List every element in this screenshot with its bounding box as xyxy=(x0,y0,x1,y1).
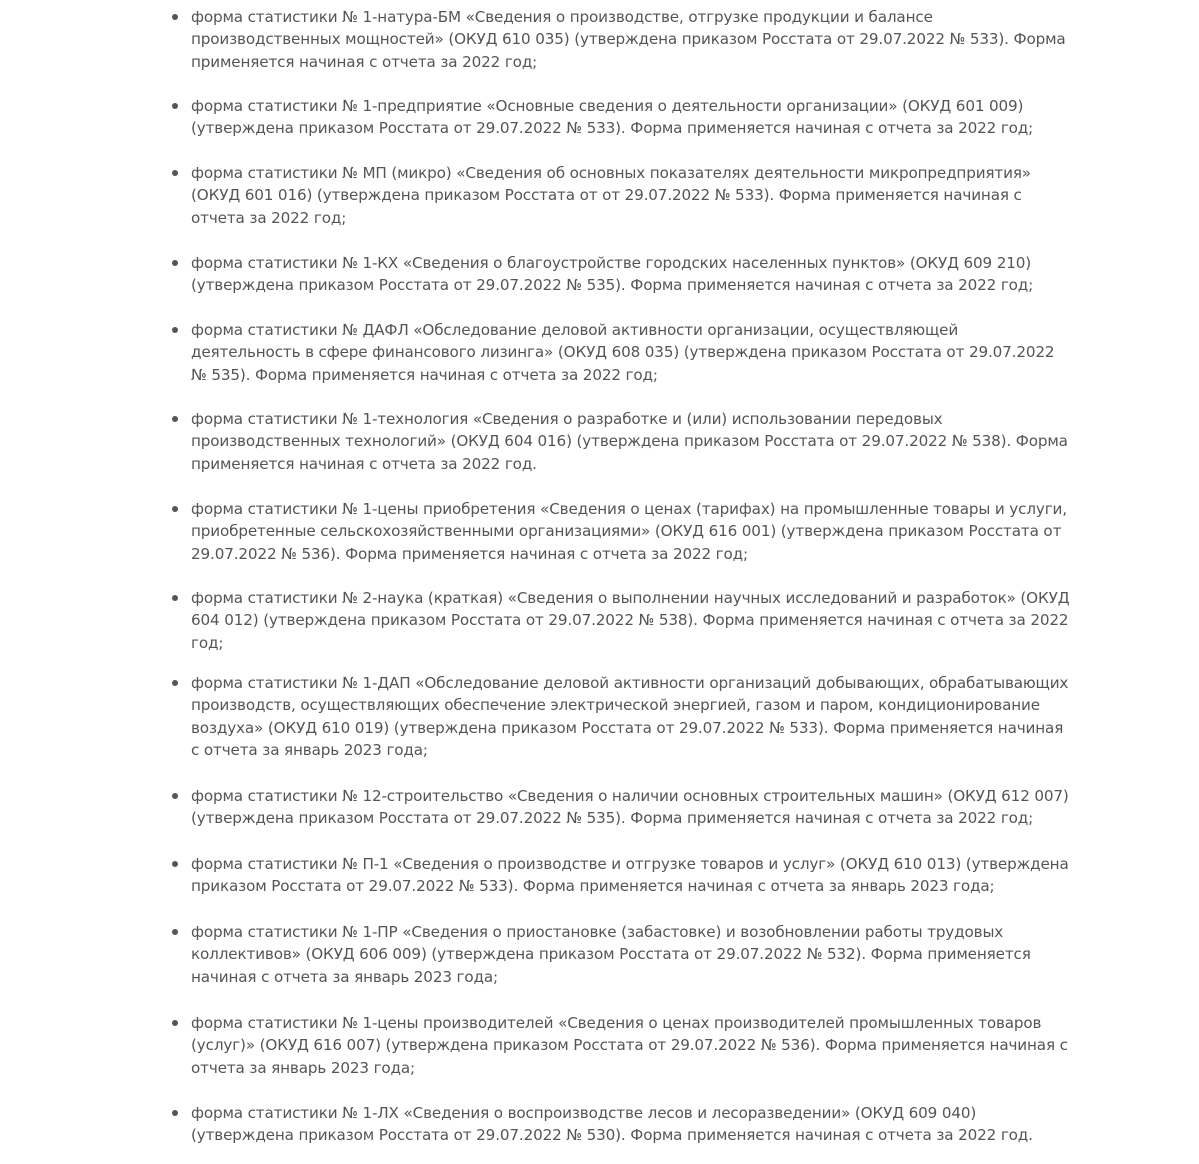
bullet-icon xyxy=(172,595,178,601)
list-item xyxy=(191,853,1071,898)
list-item-text: форма статистики № ДАФЛ «Обследование деловой активности организации, осуществляющей деятельность в сфере финансового лизинга» (ОКУД 608 035) (утверждена приказом Росстата от 29.07.2022 № 535). Форма применяется начиная с отчета за 2022 год; xyxy=(191,321,1055,384)
bullet-icon xyxy=(172,929,178,935)
list-item xyxy=(191,162,1071,229)
bullet-icon xyxy=(172,260,178,266)
bullet-icon xyxy=(172,170,178,176)
list-item xyxy=(191,95,1071,140)
bullet-icon xyxy=(172,327,178,333)
list-item-text: форма статистики № 1-цены производителей «Сведения о ценах производителей промышленных товаров (услуг)» (ОКУД 616 007) (утверждена приказом Росстата от 29.07.2022 № 536). Форма применяется начиная с отчета за январь 2023 года; xyxy=(191,1014,1068,1077)
bullet-icon xyxy=(172,680,178,686)
list-item-text: форма статистики № 1-ЛХ «Сведения о воспроизводстве лесов и лесоразведении» (ОКУД 609 040) (утверждена приказом Росстата от 29.07.2022 № 530). Форма применяется начиная с отчета за 2022 год. xyxy=(191,1104,1033,1145)
bullet-icon xyxy=(172,14,178,20)
bullet-icon xyxy=(172,1110,178,1116)
bullet-icon xyxy=(172,506,178,512)
list-item-text: форма статистики № МП (микро) «Сведения об основных показателях деятельности микропредприятия» (ОКУД 601 016) (утверждена приказом Росстата от от 29.07.2022 № 533). Форма применяется начиная с отчета за 2022 год; xyxy=(191,164,1031,227)
list-item xyxy=(191,252,1071,297)
bullet-icon xyxy=(172,861,178,867)
list-item-text: форма статистики № 2-наука (краткая) «Сведения о выполнении научных исследований и разработок» (ОКУД 604 012) (утверждена приказом Росстата от 29.07.2022 № 538). Форма применяется начиная с отчета за 2022 год; xyxy=(191,589,1070,652)
list-item xyxy=(191,319,1071,386)
list-item-text: форма статистики № 1-ПР «Сведения о приостановке (забастовке) и возобновлении работы трудовых коллективов» (ОКУД 606 009) (утверждена приказом Росстата от 29.07.2022 № 532). Форма применяется начиная с отчета за январь 2023 года; xyxy=(191,923,1031,986)
list-item-text: форма статистики № 1-натура-БМ «Сведения о производстве, отгрузке продукции и балансе производственных мощностей» (ОКУД 610 035) (утверждена приказом Росстата от 29.07.2022 № 533). Форма применяется начиная с отчета за 2022 год; xyxy=(191,8,1066,71)
list-item-text: форма статистики № 1-предприятие «Основные сведения о деятельности организации» (ОКУД 601 009) (утверждена приказом Росстата от 29.07.2022 № 533). Форма применяется начиная с отчета за 2022 год; xyxy=(191,97,1034,138)
list-item xyxy=(191,408,1071,475)
list-item-text: форма статистики № 1-КХ «Сведения о благоустройстве городских населенных пунктов» (ОКУД 609 210) (утверждена приказом Росстата от 29.07.2022 № 535). Форма применяется начиная с отчета за 2022 год; xyxy=(191,254,1034,295)
list-item xyxy=(191,785,1071,830)
bullet-icon xyxy=(172,793,178,799)
list-item xyxy=(191,6,1071,73)
list-item xyxy=(191,587,1071,654)
list-item xyxy=(191,921,1071,988)
list-item xyxy=(191,498,1071,565)
list-item-text: форма статистики № П-1 «Сведения о производстве и отгрузке товаров и услуг» (ОКУД 610 013) (утверждена приказом Росстата от 29.07.2022 № 533). Форма применяется начиная с отчета за январь 2023 года; xyxy=(191,855,1069,896)
list-item-text: форма статистики № 12-строительство «Сведения о наличии основных строительных машин» (ОКУД 612 007) (утверждена приказом Росстата от 29.07.2022 № 535). Форма применяется начиная с отчета за 2022 год; xyxy=(191,787,1069,828)
list-item xyxy=(191,1102,1071,1147)
list-item-text: форма статистики № 1-технология «Сведения о разработке и (или) использовании передовых производственных технологий» (ОКУД 604 016) (утверждена приказом Росстата от 29.07.2022 № 538). Форма применяется начиная с отчета за 2022 год. xyxy=(191,410,1068,473)
bullet-icon xyxy=(172,1020,178,1026)
list-item xyxy=(191,672,1071,762)
list-item-text: форма статистики № 1-ДАП «Обследование деловой активности организаций добывающих, обрабатывающих производств, осуществляющих обеспечение электрической энергией, газом и паром, кондиционирование воздуха» (ОКУД 610 019) (утверждена приказом Росстата от 29.07.2022 № 533). Форма применяется начиная с отчета за январь 2023 года; xyxy=(191,674,1069,760)
list-item xyxy=(191,1012,1071,1079)
bullet-icon xyxy=(172,103,178,109)
bullet-icon xyxy=(172,416,178,422)
list-item-text: форма статистики № 1-цены приобретения «Сведения о ценах (тарифах) на промышленные товары и услуги, приобретенные сельскохозяйственными организациями» (ОКУД 616 001) (утверждена приказом Росстата от 29.07.2022 № 536). Форма применяется начиная с отчета за 2022 год; xyxy=(191,500,1067,563)
